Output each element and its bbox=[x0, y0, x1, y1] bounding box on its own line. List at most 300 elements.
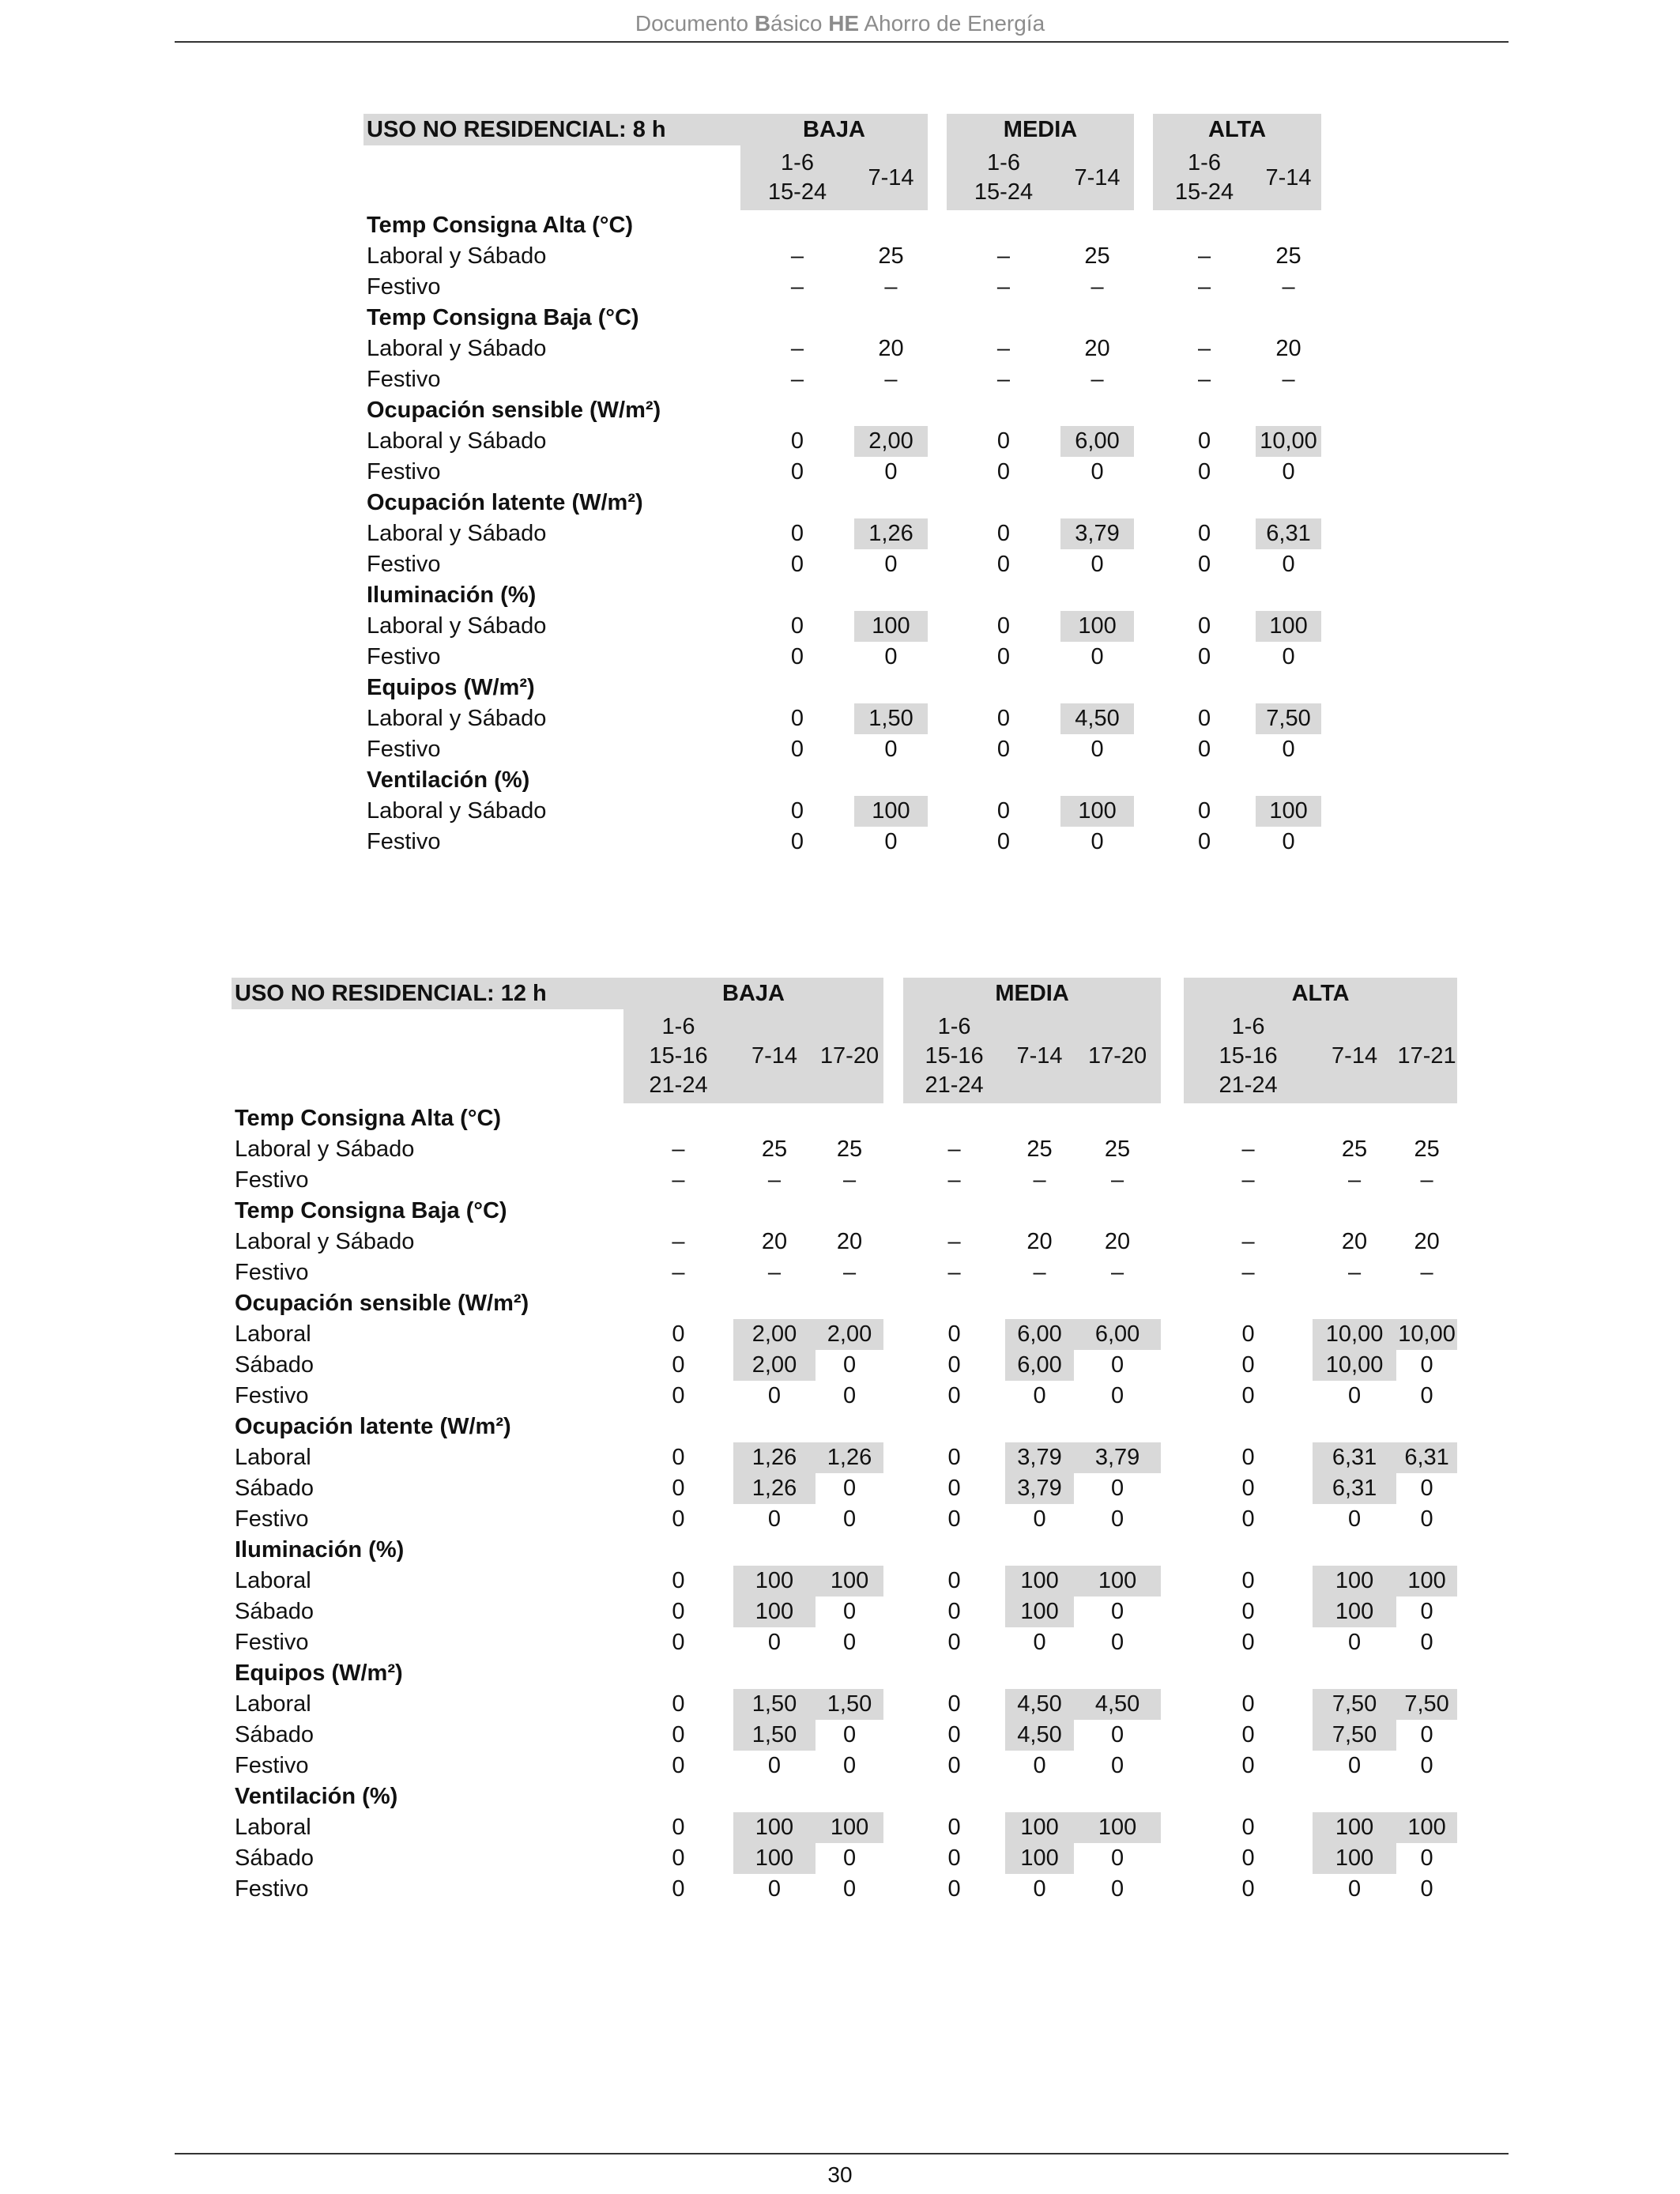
column-gap bbox=[928, 334, 947, 364]
section-title: Ventilación (%) bbox=[235, 1784, 398, 1809]
column-gap bbox=[1161, 1473, 1184, 1504]
section-title: Ocupación latente (W/m²) bbox=[367, 490, 643, 515]
value-cell: – bbox=[947, 1167, 961, 1193]
value-cell: 0 bbox=[947, 1815, 961, 1840]
value-cell: 4,50 bbox=[1074, 1689, 1161, 1720]
value-cell: 100 bbox=[1074, 1566, 1161, 1596]
value-cell: 0 bbox=[1110, 1506, 1124, 1532]
section-title: Equipos (W/m²) bbox=[367, 675, 535, 700]
column-gap bbox=[1161, 1009, 1184, 1103]
row-label: Sábado bbox=[235, 1352, 314, 1378]
header-text: ásico bbox=[770, 11, 829, 36]
value-cell: 0 bbox=[947, 1568, 961, 1593]
value-cell: 0 bbox=[947, 1630, 961, 1655]
value-cell: 0 bbox=[767, 1506, 782, 1532]
value-cell: 0 bbox=[767, 1630, 782, 1655]
column-gap bbox=[883, 1381, 903, 1412]
table-row bbox=[232, 1504, 1457, 1535]
column-gap bbox=[1161, 1843, 1184, 1874]
empty-cell bbox=[740, 395, 1321, 426]
column-gap bbox=[928, 642, 947, 673]
header-text: Ahorro de Energía bbox=[859, 11, 1045, 36]
value-cell: 0 bbox=[767, 1753, 782, 1778]
section-title: Temp Consigna Baja (°C) bbox=[235, 1198, 507, 1223]
period-header: 7-14 bbox=[1005, 1009, 1074, 1103]
column-gap bbox=[1134, 114, 1153, 145]
section-title: Temp Consigna Alta (°C) bbox=[235, 1106, 502, 1131]
row-label: Laboral bbox=[235, 1568, 311, 1593]
value-cell: 0 bbox=[1033, 1383, 1046, 1408]
column-gap bbox=[1134, 364, 1153, 395]
value-cell: – bbox=[1282, 367, 1295, 392]
value-cell: 20 bbox=[1341, 1229, 1368, 1254]
value-cell: – bbox=[1420, 1167, 1433, 1193]
value-cell: 0 bbox=[672, 1599, 685, 1624]
column-gap bbox=[1161, 1165, 1184, 1196]
value-cell: 0 bbox=[1197, 428, 1211, 454]
value-cell: 20 bbox=[1414, 1229, 1440, 1254]
value-cell: – bbox=[1110, 1167, 1124, 1193]
value-cell: 0 bbox=[996, 737, 1011, 762]
value-cell: 100 bbox=[816, 1812, 883, 1843]
column-gap bbox=[928, 457, 947, 488]
value-cell: 0 bbox=[790, 798, 804, 824]
value-cell: 0 bbox=[790, 644, 804, 669]
value-cell: 0 bbox=[947, 1753, 961, 1778]
value-cell: 0 bbox=[947, 1599, 961, 1624]
empty-cell bbox=[740, 210, 1321, 241]
value-cell: 6,00 bbox=[1074, 1319, 1161, 1350]
value-cell: 0 bbox=[1197, 644, 1211, 669]
table-row bbox=[232, 1627, 1457, 1658]
value-cell: 0 bbox=[672, 1753, 685, 1778]
value-cell: 0 bbox=[1420, 1599, 1433, 1624]
section-title: Equipos (W/m²) bbox=[235, 1661, 403, 1686]
row-label: Festivo bbox=[367, 367, 441, 392]
table-row bbox=[363, 272, 1321, 303]
row-label: Laboral y Sábado bbox=[367, 243, 547, 269]
group-header-baja: BAJA bbox=[623, 978, 883, 1009]
period-header: 1-6 15-24 bbox=[947, 145, 1060, 210]
column-gap bbox=[1134, 457, 1153, 488]
value-cell: 0 bbox=[1241, 1506, 1255, 1532]
table-row bbox=[363, 364, 1321, 395]
value-cell: 100 bbox=[1005, 1812, 1074, 1843]
column-gap bbox=[1161, 1227, 1184, 1257]
column-gap bbox=[928, 549, 947, 580]
table-row bbox=[363, 796, 1321, 827]
column-gap bbox=[928, 796, 947, 827]
period-header: 17-20 bbox=[1074, 1009, 1161, 1103]
value-cell: 0 bbox=[1241, 1630, 1255, 1655]
table-row bbox=[232, 1257, 1457, 1288]
value-cell: 0 bbox=[947, 1691, 961, 1717]
value-cell: 0 bbox=[1241, 1599, 1255, 1624]
section-header-row bbox=[363, 488, 1321, 518]
section-title: Iluminación (%) bbox=[235, 1537, 405, 1563]
empty-cell bbox=[740, 765, 1321, 796]
value-cell: 7,50 bbox=[1313, 1689, 1396, 1720]
column-gap bbox=[883, 1689, 903, 1720]
value-cell: 25 bbox=[1414, 1137, 1440, 1162]
value-cell: 0 bbox=[1241, 1876, 1255, 1902]
group-header-row bbox=[363, 114, 1321, 145]
column-gap bbox=[1134, 145, 1153, 210]
column-gap bbox=[883, 1504, 903, 1535]
row-label: Laboral bbox=[235, 1815, 311, 1840]
value-cell: – bbox=[790, 367, 804, 392]
value-cell: 25 bbox=[1104, 1137, 1131, 1162]
column-gap bbox=[1161, 1566, 1184, 1596]
row-label: Sábado bbox=[235, 1476, 314, 1501]
value-cell: 0 bbox=[1197, 521, 1211, 546]
value-cell: 0 bbox=[1241, 1476, 1255, 1501]
section-title: Iluminación (%) bbox=[367, 582, 537, 608]
value-cell: – bbox=[884, 274, 898, 300]
table-row bbox=[232, 1843, 1457, 1874]
section-header-row bbox=[232, 1658, 1457, 1689]
value-cell: 6,31 bbox=[1313, 1473, 1396, 1504]
value-cell: 25 bbox=[878, 243, 904, 269]
column-gap bbox=[928, 426, 947, 457]
value-cell: 7,50 bbox=[1256, 703, 1321, 734]
empty-cell bbox=[740, 580, 1321, 611]
value-cell: – bbox=[672, 1167, 685, 1193]
value-cell: – bbox=[1282, 274, 1295, 300]
value-cell: 0 bbox=[996, 706, 1011, 731]
value-cell: 25 bbox=[761, 1137, 788, 1162]
period-header: 7-14 bbox=[1313, 1009, 1396, 1103]
row-label: Festivo bbox=[235, 1876, 309, 1902]
column-gap bbox=[883, 1350, 903, 1381]
empty-cell bbox=[623, 1412, 1457, 1442]
table-row bbox=[232, 1134, 1457, 1165]
value-cell: 0 bbox=[884, 737, 898, 762]
value-cell: 0 bbox=[1197, 737, 1211, 762]
column-gap bbox=[883, 1566, 903, 1596]
header-text-bold: HE bbox=[828, 11, 860, 36]
value-cell: 0 bbox=[1420, 1722, 1433, 1747]
header-text-bold: B bbox=[754, 11, 771, 36]
value-cell: 0 bbox=[1420, 1753, 1433, 1778]
value-cell: 25 bbox=[1275, 243, 1301, 269]
group-header-media: MEDIA bbox=[903, 978, 1161, 1009]
value-cell: – bbox=[1110, 1260, 1124, 1285]
column-gap bbox=[1134, 241, 1153, 272]
value-cell: 0 bbox=[1197, 613, 1211, 639]
table-row bbox=[232, 1874, 1457, 1905]
group-header-media: MEDIA bbox=[947, 114, 1134, 145]
column-gap bbox=[883, 1257, 903, 1288]
empty-cell bbox=[623, 1288, 1457, 1319]
value-cell: 100 bbox=[1396, 1566, 1457, 1596]
schedule-table-12h bbox=[232, 978, 1457, 1905]
value-cell: 0 bbox=[672, 1630, 685, 1655]
section-title: Temp Consigna Baja (°C) bbox=[367, 305, 639, 330]
period-header: 1-6 15-16 21-24 bbox=[623, 1009, 733, 1103]
value-cell: 7,50 bbox=[1313, 1720, 1396, 1751]
table-row bbox=[232, 1350, 1457, 1381]
column-gap bbox=[883, 1874, 903, 1905]
value-cell: 0 bbox=[790, 613, 804, 639]
column-gap bbox=[1134, 827, 1153, 858]
empty-cell bbox=[363, 145, 740, 210]
value-cell: 0 bbox=[1110, 1630, 1124, 1655]
value-cell: 0 bbox=[1241, 1753, 1255, 1778]
value-cell: 0 bbox=[947, 1845, 961, 1871]
column-gap bbox=[1161, 1720, 1184, 1751]
table-row bbox=[363, 642, 1321, 673]
column-gap bbox=[1134, 272, 1153, 303]
section-header-row bbox=[363, 303, 1321, 334]
value-cell: – bbox=[884, 367, 898, 392]
period-header: 1-6 15-16 21-24 bbox=[903, 1009, 1005, 1103]
value-cell: 0 bbox=[1110, 1383, 1124, 1408]
value-cell: 100 bbox=[1313, 1812, 1396, 1843]
group-header-alta: ALTA bbox=[1153, 114, 1321, 145]
column-gap bbox=[1161, 1257, 1184, 1288]
value-cell: 100 bbox=[733, 1843, 816, 1874]
value-cell: 0 bbox=[1420, 1383, 1433, 1408]
value-cell: – bbox=[1420, 1260, 1433, 1285]
section-title: Temp Consigna Alta (°C) bbox=[367, 213, 634, 238]
column-gap bbox=[883, 1720, 903, 1751]
value-cell: 0 bbox=[1241, 1815, 1255, 1840]
value-cell: – bbox=[1241, 1229, 1255, 1254]
column-gap bbox=[883, 1442, 903, 1473]
value-cell: 4,50 bbox=[1060, 703, 1134, 734]
row-label: Laboral y Sábado bbox=[235, 1229, 415, 1254]
value-cell: 0 bbox=[947, 1383, 961, 1408]
value-cell: 0 bbox=[842, 1506, 857, 1532]
value-cell: 0 bbox=[672, 1352, 685, 1378]
column-gap bbox=[928, 364, 947, 395]
value-cell: 4,50 bbox=[1005, 1689, 1074, 1720]
value-cell: – bbox=[947, 1260, 961, 1285]
value-cell: – bbox=[790, 274, 804, 300]
value-cell: 100 bbox=[854, 796, 928, 827]
value-cell: 0 bbox=[1110, 1352, 1124, 1378]
value-cell: 0 bbox=[767, 1383, 782, 1408]
value-cell: 0 bbox=[947, 1876, 961, 1902]
row-label: Laboral y Sábado bbox=[235, 1137, 415, 1162]
value-cell: – bbox=[767, 1260, 782, 1285]
column-gap bbox=[1134, 611, 1153, 642]
table-row bbox=[232, 1812, 1457, 1843]
value-cell: – bbox=[1033, 1260, 1046, 1285]
row-label: Festivo bbox=[235, 1383, 309, 1408]
value-cell: 100 bbox=[1256, 611, 1321, 642]
table-row bbox=[363, 611, 1321, 642]
column-gap bbox=[1161, 978, 1184, 1009]
table-row bbox=[232, 1381, 1457, 1412]
table-row bbox=[363, 549, 1321, 580]
table-row bbox=[363, 426, 1321, 457]
row-label: Laboral y Sábado bbox=[367, 613, 547, 639]
value-cell: 0 bbox=[672, 1506, 685, 1532]
header-rule bbox=[175, 41, 1509, 43]
column-gap bbox=[1161, 1504, 1184, 1535]
value-cell: 0 bbox=[842, 1599, 857, 1624]
value-cell: 0 bbox=[842, 1722, 857, 1747]
footer-rule bbox=[175, 2153, 1509, 2154]
value-cell: 3,79 bbox=[1005, 1442, 1074, 1473]
table-row bbox=[232, 1319, 1457, 1350]
value-cell: 1,26 bbox=[733, 1442, 816, 1473]
table-row bbox=[232, 1720, 1457, 1751]
value-cell: 100 bbox=[1313, 1843, 1396, 1874]
empty-cell bbox=[740, 303, 1321, 334]
value-cell: 0 bbox=[1282, 829, 1295, 854]
value-cell: 100 bbox=[1396, 1812, 1457, 1843]
section-header-row bbox=[232, 1103, 1457, 1134]
value-cell: 0 bbox=[672, 1845, 685, 1871]
value-cell: 0 bbox=[1241, 1383, 1255, 1408]
row-label: Laboral y Sábado bbox=[367, 428, 547, 454]
value-cell: 0 bbox=[1110, 1876, 1124, 1902]
column-gap bbox=[1134, 549, 1153, 580]
section-header-row bbox=[363, 580, 1321, 611]
column-gap bbox=[1161, 1751, 1184, 1781]
column-gap bbox=[928, 611, 947, 642]
row-label: Laboral bbox=[235, 1321, 311, 1347]
table-row bbox=[232, 1566, 1457, 1596]
table-row bbox=[232, 1442, 1457, 1473]
value-cell: 0 bbox=[672, 1476, 685, 1501]
group-header-alta: ALTA bbox=[1184, 978, 1457, 1009]
row-label: Sábado bbox=[235, 1845, 314, 1871]
empty-cell bbox=[740, 488, 1321, 518]
column-gap bbox=[883, 978, 903, 1009]
column-gap bbox=[928, 272, 947, 303]
section-title: Ventilación (%) bbox=[367, 767, 530, 793]
value-cell: 0 bbox=[1197, 829, 1211, 854]
value-cell: 0 bbox=[1420, 1506, 1433, 1532]
period-header: 17-21 bbox=[1396, 1009, 1457, 1103]
column-gap bbox=[883, 1009, 903, 1103]
table-title: USO NO RESIDENCIAL: 12 h bbox=[232, 978, 623, 1009]
value-cell: 0 bbox=[672, 1445, 685, 1470]
value-cell: 0 bbox=[1110, 1753, 1124, 1778]
value-cell: 0 bbox=[1197, 798, 1211, 824]
value-cell: 0 bbox=[842, 1383, 857, 1408]
column-gap bbox=[883, 1751, 903, 1781]
section-header-row bbox=[232, 1781, 1457, 1812]
row-label: Festivo bbox=[367, 829, 441, 854]
column-gap bbox=[1161, 1627, 1184, 1658]
value-cell: 0 bbox=[1110, 1722, 1124, 1747]
table-row bbox=[363, 241, 1321, 272]
section-header-row bbox=[232, 1196, 1457, 1227]
value-cell: 3,79 bbox=[1005, 1473, 1074, 1504]
value-cell: 10,00 bbox=[1313, 1319, 1396, 1350]
value-cell: 20 bbox=[1084, 336, 1110, 361]
value-cell: – bbox=[996, 274, 1011, 300]
value-cell: 100 bbox=[1313, 1596, 1396, 1627]
value-cell: 10,00 bbox=[1396, 1319, 1457, 1350]
section-title: Ocupación sensible (W/m²) bbox=[367, 398, 661, 423]
value-cell: 0 bbox=[790, 829, 804, 854]
value-cell: 20 bbox=[836, 1229, 863, 1254]
value-cell: 0 bbox=[1033, 1753, 1046, 1778]
column-gap bbox=[883, 1627, 903, 1658]
value-cell: 100 bbox=[1005, 1596, 1074, 1627]
row-label: Laboral y Sábado bbox=[367, 798, 547, 824]
value-cell: 0 bbox=[996, 798, 1011, 824]
value-cell: 0 bbox=[1110, 1476, 1124, 1501]
value-cell: 100 bbox=[816, 1566, 883, 1596]
row-label: Festivo bbox=[367, 459, 441, 484]
table-row bbox=[232, 1227, 1457, 1257]
value-cell: 0 bbox=[1090, 552, 1104, 577]
row-label: Laboral bbox=[235, 1691, 311, 1717]
row-label: Festivo bbox=[235, 1506, 309, 1532]
group-header-row bbox=[232, 978, 1457, 1009]
value-cell: 0 bbox=[947, 1506, 961, 1532]
value-cell: 0 bbox=[1110, 1599, 1124, 1624]
column-gap bbox=[928, 827, 947, 858]
value-cell: 0 bbox=[947, 1352, 961, 1378]
column-gap bbox=[883, 1227, 903, 1257]
value-cell: 25 bbox=[836, 1137, 863, 1162]
value-cell: – bbox=[996, 336, 1011, 361]
page-number: 30 bbox=[827, 2162, 853, 2187]
value-cell: 0 bbox=[1090, 829, 1104, 854]
column-gap bbox=[1161, 1350, 1184, 1381]
value-cell: – bbox=[1241, 1260, 1255, 1285]
value-cell: 2,00 bbox=[816, 1319, 883, 1350]
column-gap bbox=[1161, 1381, 1184, 1412]
value-cell: 0 bbox=[996, 428, 1011, 454]
value-cell: 25 bbox=[1084, 243, 1110, 269]
column-gap bbox=[883, 1165, 903, 1196]
column-gap bbox=[1134, 642, 1153, 673]
period-header: 1-6 15-24 bbox=[740, 145, 854, 210]
value-cell: 0 bbox=[1420, 1876, 1433, 1902]
value-cell: 100 bbox=[1313, 1566, 1396, 1596]
column-gap bbox=[1134, 426, 1153, 457]
value-cell: – bbox=[790, 243, 804, 269]
value-cell: 0 bbox=[672, 1383, 685, 1408]
value-cell: 100 bbox=[1074, 1812, 1161, 1843]
period-header: 7-14 bbox=[1256, 145, 1321, 210]
value-cell: 0 bbox=[1033, 1630, 1046, 1655]
value-cell: 6,31 bbox=[1313, 1442, 1396, 1473]
value-cell: 0 bbox=[1241, 1722, 1255, 1747]
table-row bbox=[232, 1165, 1457, 1196]
running-header bbox=[0, 11, 1680, 36]
value-cell: – bbox=[842, 1167, 857, 1193]
column-gap bbox=[1161, 1442, 1184, 1473]
table-row bbox=[363, 827, 1321, 858]
value-cell: 0 bbox=[672, 1321, 685, 1347]
row-label: Festivo bbox=[235, 1753, 309, 1778]
value-cell: 0 bbox=[1347, 1753, 1362, 1778]
column-gap bbox=[883, 1134, 903, 1165]
value-cell: – bbox=[996, 367, 1011, 392]
column-gap bbox=[1161, 1689, 1184, 1720]
value-cell: 2,00 bbox=[733, 1319, 816, 1350]
period-header: 7-14 bbox=[854, 145, 928, 210]
column-gap bbox=[883, 1812, 903, 1843]
value-cell: 0 bbox=[996, 521, 1011, 546]
value-cell: – bbox=[1090, 367, 1104, 392]
value-cell: 0 bbox=[1420, 1630, 1433, 1655]
empty-cell bbox=[232, 1009, 623, 1103]
value-cell: 0 bbox=[996, 613, 1011, 639]
value-cell: – bbox=[996, 243, 1011, 269]
column-gap bbox=[883, 1473, 903, 1504]
